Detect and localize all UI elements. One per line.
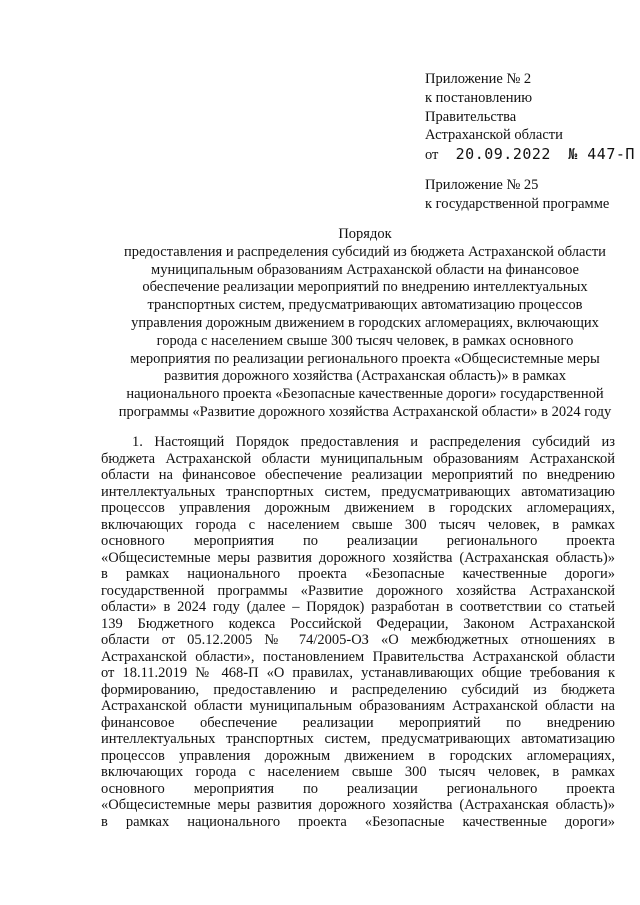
resolution-number: № 447-П [568, 145, 635, 164]
appendix-header-program [425, 176, 609, 214]
title-line: транспортных систем, предусматривающих автоматизацию процессов [147, 297, 583, 314]
title-line: управления дорожным движением в городских агломерациях, включающих [131, 314, 599, 331]
document-title [95, 226, 635, 422]
body-line: Астраханской области муниципальным образованиям Астраханской области на [101, 698, 615, 714]
body-line: формированию, предоставлению и распределению субсидий из бюджета [101, 681, 615, 698]
appendix-line: Правительства [425, 108, 517, 125]
body-paragraph-1 [101, 434, 615, 830]
date-prefix: от [425, 147, 439, 164]
body-line: в рамках национального проекта «Безопасные качественные дороги» [101, 813, 615, 830]
appendix-header-resolution [425, 70, 635, 165]
body-line: интеллектуальных транспортных систем, предусматривающих автоматизацию [101, 483, 615, 500]
title-line: города с населением свыше 300 тысяч человек, в рамках основного [156, 332, 574, 349]
body-line: от 18.11.2019 № 468-П «О правилах, устанавливающих общие требования к [101, 665, 615, 681]
title-heading: Порядок [338, 226, 392, 242]
body-line: включающих города с населением свыше 300 тысяч человек, в рамках [101, 516, 615, 533]
body-line: области от 05.12.2005 № 74/2005-ОЗ «О межбюджетных отношениях в [101, 632, 615, 648]
body-line: Астраханской области», постановлением Правительства Астраханской области [101, 648, 615, 665]
body-line: 1. Настоящий Порядок предоставления и распределения субсидий из [132, 434, 615, 450]
title-line: программы «Развитие дорожного хозяйства Астраханской области» в 2024 году [118, 403, 612, 420]
appendix-line: Астраханской области [425, 127, 563, 144]
title-line: предоставления и распределения субсидий из бюджета Астраханской области [124, 243, 606, 260]
body-line: области» в 2024 году (далее – Порядок) разработан в соответствии со статьей [101, 599, 615, 615]
body-line: бюджета Астраханской области муниципальным образованиям Астраханской [101, 450, 615, 467]
title-line: развития дорожного хозяйства (Астраханская область)» в рамках [164, 368, 566, 385]
title-line: обеспечение реализации мероприятий по внедрению интеллектуальных [142, 279, 588, 296]
body-line: государственной программы «Развитие дорожного хозяйства Астраханской [101, 582, 615, 599]
appendix-line: к постановлению [425, 89, 533, 106]
title-line: национального проекта «Безопасные качественные дороги» государственной [126, 386, 604, 403]
body-line: области на финансовое обеспечение реализации мероприятий по внедрению [101, 467, 615, 483]
resolution-date: 20.09.2022 [455, 145, 551, 164]
body-line: финансовое обеспечение реализации мероприятий по внедрению [101, 714, 615, 731]
appendix-line: к государственной программе [425, 195, 610, 212]
body-line: интеллектуальных транспортных систем, предусматривающих автоматизацию [101, 731, 615, 747]
resolution-date-line [425, 145, 635, 165]
title-line: муниципальным образованиям Астраханской области на финансовое [151, 261, 579, 278]
body-line: 139 Бюджетного кодекса Российской Федерации, Законом Астраханской [101, 615, 615, 632]
body-line: основного мероприятия по реализации регионального проекта [101, 533, 615, 549]
appendix-line: Приложение № 25 [425, 177, 539, 193]
body-line: основного мероприятия по реализации регионального проекта [101, 780, 615, 797]
body-line: «Общесистемные меры развития дорожного хозяйства (Астраханская область)» [101, 797, 615, 813]
body-line: в рамках национального проекта «Безопасные качественные дороги» [101, 566, 615, 582]
body-line: процессов управления дорожным движением в городских агломерациях, [101, 500, 615, 516]
body-line: процессов управления дорожным движением в городских агломерациях, [101, 747, 615, 764]
appendix-line: Приложение № 2 [425, 71, 532, 87]
body-line: «Общесистемные меры развития дорожного хозяйства (Астраханская область)» [101, 549, 615, 566]
body-line: включающих города с населением свыше 300 тысяч человек, в рамках [101, 764, 615, 780]
title-line: мероприятия по реализации регионального проекта «Общесистемные меры [130, 350, 600, 367]
